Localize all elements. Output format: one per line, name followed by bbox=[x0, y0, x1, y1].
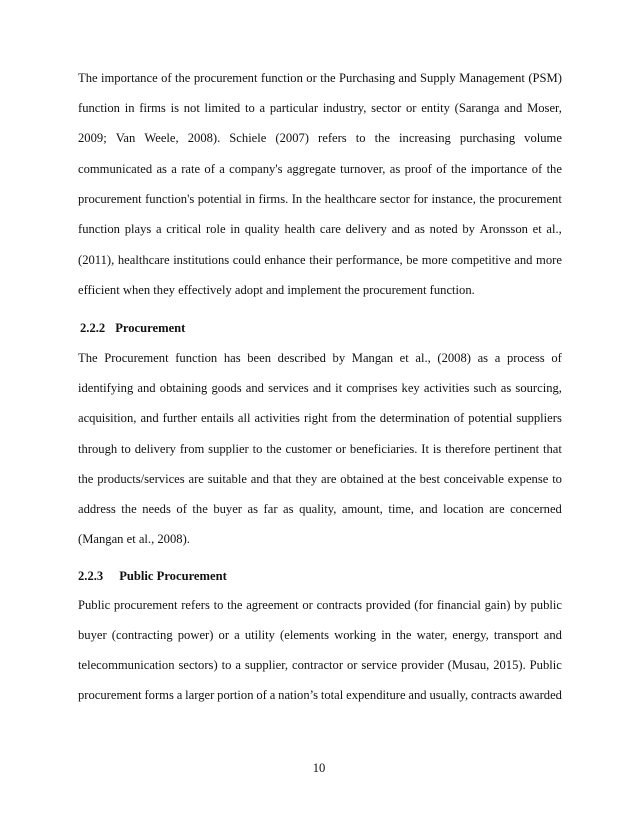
word: contracts bbox=[316, 598, 363, 612]
word: as bbox=[156, 162, 167, 176]
word: healthcare bbox=[324, 192, 377, 206]
word: usually, bbox=[429, 688, 469, 702]
page-number: 10 bbox=[312, 761, 326, 775]
word: a bbox=[494, 351, 501, 365]
word: the bbox=[227, 598, 243, 612]
word: contracts bbox=[471, 688, 517, 702]
word: beneficiaries. bbox=[349, 442, 418, 456]
word: a bbox=[219, 162, 225, 176]
word: a bbox=[259, 101, 266, 115]
word: be bbox=[406, 253, 419, 267]
word: are bbox=[188, 472, 204, 486]
paragraph-2-line bbox=[78, 501, 562, 517]
word: power) bbox=[177, 628, 214, 642]
word: and bbox=[504, 101, 523, 115]
word: right bbox=[304, 411, 328, 425]
word: energy, bbox=[452, 628, 489, 642]
word: a bbox=[269, 688, 276, 702]
word: obtained bbox=[340, 472, 384, 486]
word: as bbox=[389, 162, 401, 176]
word: refers bbox=[181, 598, 210, 612]
word: and bbox=[543, 628, 562, 642]
paragraph-3-line bbox=[78, 657, 562, 673]
word: refers bbox=[318, 131, 347, 145]
word: firms. bbox=[258, 192, 289, 206]
paragraph-2-line: (Mangan et al., 2008). bbox=[78, 532, 190, 546]
word: are bbox=[489, 502, 505, 516]
word: needs bbox=[142, 502, 171, 516]
word: (for bbox=[414, 598, 434, 612]
word: Schiele bbox=[229, 131, 267, 145]
word: financial bbox=[436, 598, 481, 612]
word: expenditure bbox=[346, 688, 406, 702]
word: further bbox=[162, 411, 197, 425]
word: communicated bbox=[78, 162, 153, 176]
word: activities bbox=[254, 411, 300, 425]
word: working bbox=[334, 628, 377, 642]
word: their bbox=[309, 253, 333, 267]
word: the bbox=[320, 71, 336, 85]
word: function's bbox=[145, 192, 195, 206]
word: a bbox=[155, 222, 162, 236]
word: time, bbox=[388, 502, 414, 516]
word: institutions bbox=[173, 253, 230, 267]
word: or bbox=[218, 628, 230, 642]
word: services bbox=[268, 381, 309, 395]
word: purchasing bbox=[459, 131, 516, 145]
word: amount, bbox=[341, 502, 383, 516]
word: and bbox=[140, 411, 159, 425]
word: total bbox=[320, 688, 344, 702]
word: provider bbox=[401, 658, 444, 672]
word: function bbox=[260, 71, 303, 85]
word: quality bbox=[244, 222, 280, 236]
word: as bbox=[500, 381, 512, 395]
word: or bbox=[302, 598, 313, 612]
word: in bbox=[124, 101, 135, 115]
word: a bbox=[235, 658, 241, 672]
word: as bbox=[247, 502, 259, 516]
word: could bbox=[232, 253, 261, 267]
word: obtaining bbox=[159, 381, 208, 395]
word: pertinent bbox=[494, 442, 540, 456]
word: process bbox=[506, 351, 545, 365]
word: Supply bbox=[420, 71, 456, 85]
word: all bbox=[237, 411, 251, 425]
word: Purchasing bbox=[339, 71, 395, 85]
word: comprises bbox=[346, 381, 398, 395]
word: enhance bbox=[264, 253, 306, 267]
word: quality, bbox=[299, 502, 337, 516]
word: key bbox=[401, 381, 420, 395]
word: far bbox=[263, 502, 278, 516]
word: best bbox=[419, 472, 440, 486]
word: importance bbox=[470, 162, 528, 176]
paragraph-1-line: efficient when they effectively adopt and implement the procurement function. bbox=[78, 283, 475, 297]
word: the bbox=[396, 628, 412, 642]
section-title: Procurement bbox=[115, 321, 186, 335]
word: determination bbox=[379, 411, 450, 425]
word: more bbox=[536, 253, 562, 267]
word: to bbox=[213, 598, 224, 612]
word: the bbox=[400, 472, 416, 486]
word: more bbox=[421, 253, 448, 267]
word: potential bbox=[468, 411, 513, 425]
word: Van bbox=[115, 131, 136, 145]
paragraph-3-line bbox=[78, 627, 562, 643]
word: The bbox=[78, 351, 98, 365]
word: In bbox=[291, 192, 303, 206]
word: 2008). bbox=[187, 131, 221, 145]
word: the bbox=[305, 192, 322, 206]
word: are bbox=[321, 472, 337, 486]
word: (elements bbox=[280, 628, 330, 642]
word: to bbox=[355, 131, 366, 145]
word: and bbox=[391, 222, 410, 236]
word: larger bbox=[185, 688, 215, 702]
section-heading-2-2-3 bbox=[78, 568, 227, 584]
word: rate bbox=[181, 162, 201, 176]
word: Weele, bbox=[144, 131, 179, 145]
word: products/services bbox=[97, 472, 185, 486]
word: the bbox=[479, 192, 495, 206]
word: et bbox=[532, 222, 542, 236]
word: a bbox=[171, 162, 177, 176]
word: care bbox=[319, 222, 341, 236]
word: telecommunication bbox=[78, 658, 175, 672]
word: activities bbox=[423, 381, 470, 395]
paragraph-1-line bbox=[78, 221, 562, 237]
word: public bbox=[530, 598, 562, 612]
word: of bbox=[176, 502, 187, 516]
word: that bbox=[543, 442, 562, 456]
word: Management bbox=[459, 71, 525, 85]
paragraph-2-line bbox=[78, 441, 562, 457]
word: acquisition, bbox=[78, 411, 137, 425]
word: utility bbox=[244, 628, 275, 642]
word: to bbox=[121, 442, 131, 456]
word: such bbox=[473, 381, 497, 395]
word: awarded bbox=[519, 688, 562, 702]
section-number: 2.2.2 bbox=[80, 321, 106, 335]
word: not bbox=[183, 101, 200, 115]
word: suppliers bbox=[516, 411, 562, 425]
word: potential bbox=[197, 192, 242, 206]
word: procurement bbox=[498, 192, 562, 206]
word: to bbox=[244, 101, 255, 115]
word: critical bbox=[166, 222, 202, 236]
word: nation’s bbox=[278, 688, 319, 702]
word: in bbox=[245, 192, 256, 206]
word: a bbox=[176, 688, 183, 702]
word: and bbox=[514, 253, 533, 267]
word: volume bbox=[524, 131, 562, 145]
word: increasing bbox=[399, 131, 451, 145]
word: as bbox=[414, 222, 425, 236]
word: role bbox=[205, 222, 226, 236]
word: (PSM) bbox=[528, 71, 562, 85]
word: the bbox=[175, 71, 191, 85]
word: firms bbox=[139, 101, 166, 115]
word: of bbox=[436, 162, 447, 176]
word: proof bbox=[404, 162, 432, 176]
word: location bbox=[443, 502, 484, 516]
word: delivery bbox=[345, 222, 387, 236]
word: (Saranga bbox=[454, 101, 500, 115]
word: gain) bbox=[484, 598, 511, 612]
word: (2008) bbox=[437, 351, 471, 365]
word: to bbox=[252, 442, 263, 456]
paragraph-1-line bbox=[78, 130, 562, 146]
word: instance, bbox=[431, 192, 476, 206]
word: function bbox=[175, 351, 218, 365]
word: it bbox=[335, 381, 343, 395]
paragraph-3-line bbox=[78, 687, 562, 703]
word: or bbox=[306, 71, 317, 85]
word: the bbox=[78, 472, 94, 486]
word: the bbox=[266, 442, 282, 456]
word: Public bbox=[78, 598, 111, 612]
word: of bbox=[161, 71, 172, 85]
word: or bbox=[335, 442, 347, 456]
word: conceivable bbox=[443, 472, 504, 486]
word: therefore bbox=[445, 442, 491, 456]
word: buyer bbox=[213, 502, 243, 516]
section-title: Public Procurement bbox=[119, 569, 227, 583]
word: to bbox=[552, 472, 562, 486]
word: expense bbox=[507, 472, 549, 486]
word: Aronsson bbox=[479, 222, 528, 236]
word: at bbox=[387, 472, 397, 486]
word: importance bbox=[101, 71, 158, 85]
word: is bbox=[170, 101, 179, 115]
word: sourcing, bbox=[515, 381, 562, 395]
word: or bbox=[346, 658, 358, 672]
word: sector bbox=[371, 101, 402, 115]
word: the bbox=[192, 502, 208, 516]
word: is bbox=[432, 442, 442, 456]
word: procurement bbox=[78, 192, 142, 206]
word: of bbox=[256, 688, 267, 702]
word: from bbox=[179, 442, 205, 456]
paragraph-1-line bbox=[78, 191, 562, 207]
word: (Musau, bbox=[447, 658, 490, 672]
paragraph-1-line bbox=[78, 100, 562, 116]
word: the bbox=[360, 411, 376, 425]
word: al., bbox=[415, 351, 431, 365]
word: as bbox=[283, 502, 294, 516]
word: healthcare bbox=[117, 253, 170, 267]
word: supplier bbox=[208, 442, 249, 456]
word: a bbox=[234, 628, 240, 642]
word: procurement bbox=[113, 598, 178, 612]
word: of bbox=[204, 162, 215, 176]
word: or bbox=[405, 101, 417, 115]
word: concerned bbox=[510, 502, 562, 516]
word: to bbox=[221, 658, 232, 672]
word: the bbox=[121, 502, 137, 516]
word: and bbox=[250, 472, 269, 486]
word: plays bbox=[124, 222, 152, 236]
word: function bbox=[78, 222, 120, 236]
word: noted bbox=[429, 222, 458, 236]
word: and bbox=[245, 381, 264, 395]
word: of bbox=[551, 351, 562, 365]
word: supplier, bbox=[244, 658, 289, 672]
word: The bbox=[78, 71, 98, 85]
word: transport bbox=[493, 628, 539, 642]
word: suitable bbox=[207, 472, 247, 486]
word: sector bbox=[379, 192, 410, 206]
word: industry, bbox=[322, 101, 367, 115]
word: It bbox=[421, 442, 429, 456]
paragraph-2-line bbox=[78, 410, 562, 426]
word: the bbox=[546, 162, 562, 176]
paragraph-2-line bbox=[78, 471, 562, 487]
word: and bbox=[398, 71, 417, 85]
word: the bbox=[374, 131, 390, 145]
section-number: 2.2.3 bbox=[78, 569, 104, 583]
word: has bbox=[223, 351, 241, 365]
word: identifying bbox=[78, 381, 134, 395]
word: that bbox=[272, 472, 292, 486]
word: entails bbox=[200, 411, 234, 425]
word: aggregate bbox=[286, 162, 336, 176]
word: procurement bbox=[193, 71, 258, 85]
paragraph-3-line bbox=[78, 597, 562, 613]
word: from bbox=[331, 411, 357, 425]
word: health bbox=[284, 222, 316, 236]
word: in bbox=[381, 628, 392, 642]
paragraph-1-line bbox=[78, 252, 562, 268]
word: (contracting bbox=[111, 628, 173, 642]
word: sectors) bbox=[178, 658, 218, 672]
word: been bbox=[247, 351, 272, 365]
word: by bbox=[462, 222, 475, 236]
word: portion bbox=[217, 688, 254, 702]
word: described bbox=[277, 351, 326, 365]
word: for bbox=[413, 192, 428, 206]
word: 2015). bbox=[493, 658, 526, 672]
word: agreement bbox=[246, 598, 299, 612]
word: company's bbox=[229, 162, 283, 176]
word: competitive bbox=[451, 253, 511, 267]
word: et bbox=[399, 351, 409, 365]
word: performance, bbox=[335, 253, 403, 267]
word: goods bbox=[211, 381, 242, 395]
word: al., bbox=[546, 222, 562, 236]
word: and bbox=[419, 502, 438, 516]
word: water, bbox=[416, 628, 448, 642]
word: forms bbox=[144, 688, 174, 702]
word: service bbox=[361, 658, 398, 672]
word: 2009; bbox=[78, 131, 107, 145]
word: buyer bbox=[78, 628, 107, 642]
word: (2011), bbox=[78, 253, 115, 267]
word: address bbox=[78, 502, 116, 516]
word: provided bbox=[365, 598, 411, 612]
word: Procurement bbox=[104, 351, 169, 365]
word: delivery bbox=[134, 442, 176, 456]
paragraph-2-line bbox=[78, 380, 562, 396]
word: turnover, bbox=[340, 162, 386, 176]
word: and bbox=[312, 381, 331, 395]
word: function bbox=[78, 101, 120, 115]
paragraph-2-line bbox=[78, 350, 562, 366]
word: limited bbox=[204, 101, 241, 115]
word: in bbox=[230, 222, 241, 236]
word: and bbox=[137, 381, 156, 395]
word: procurement bbox=[78, 688, 142, 702]
word: Moser, bbox=[527, 101, 562, 115]
word: of bbox=[531, 162, 543, 176]
word: entity bbox=[421, 101, 450, 115]
word: by bbox=[332, 351, 346, 365]
word: and bbox=[408, 688, 427, 702]
section-heading-2-2-2 bbox=[80, 320, 185, 336]
word: they bbox=[295, 472, 318, 486]
word: Mangan bbox=[351, 351, 394, 365]
word: Public bbox=[529, 658, 562, 672]
word: through bbox=[78, 442, 118, 456]
paragraph-1-line bbox=[78, 161, 562, 177]
word: as bbox=[477, 351, 489, 365]
word: particular bbox=[269, 101, 319, 115]
paragraph-1-line bbox=[78, 70, 562, 86]
word: contractor bbox=[292, 658, 344, 672]
word: by bbox=[514, 598, 527, 612]
word: the bbox=[451, 162, 467, 176]
word: (2007) bbox=[275, 131, 309, 145]
word: customer bbox=[285, 442, 332, 456]
word: of bbox=[453, 411, 465, 425]
